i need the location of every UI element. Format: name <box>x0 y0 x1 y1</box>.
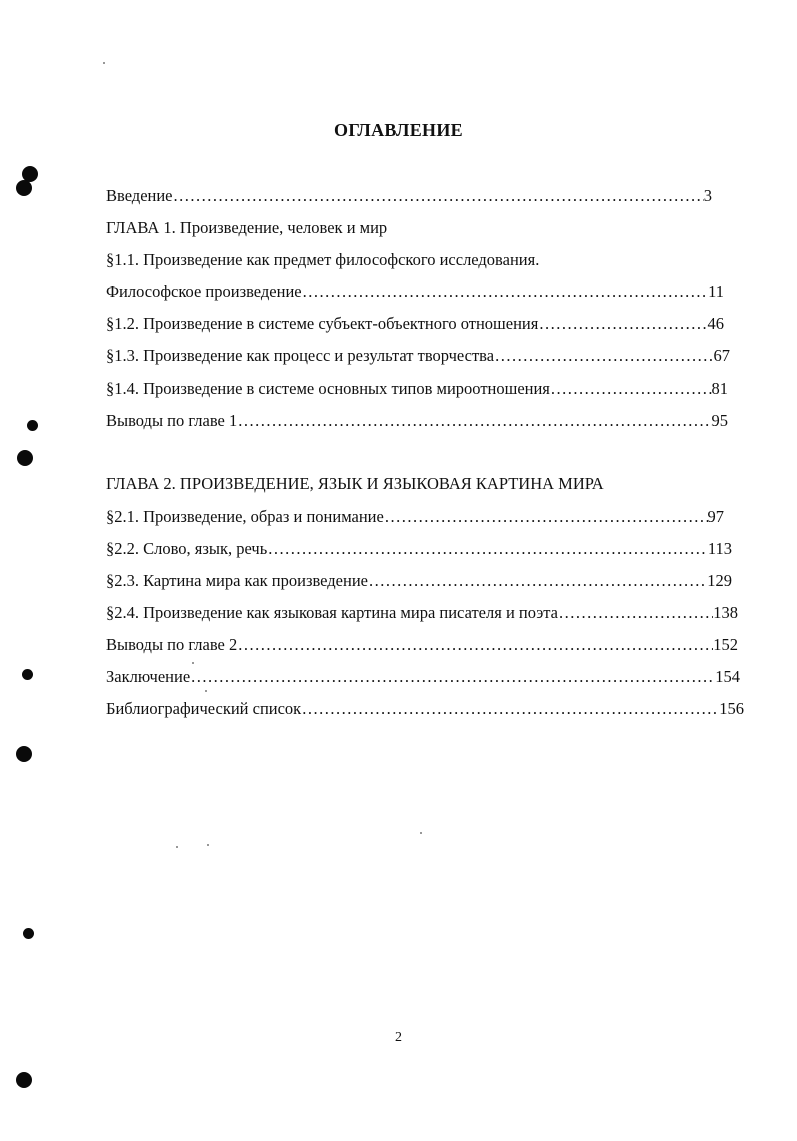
dot-leader <box>302 280 709 304</box>
toc-entry-label: §2.4. Произведение как языковая картина мира писателя и поэта <box>106 603 559 622</box>
dot-leader <box>190 665 715 689</box>
toc-entry-page: 67 <box>713 346 730 365</box>
toc-entry-label: §2.2. Слово, язык, речь <box>106 539 268 558</box>
toc-entry-label: §1.2. Произведение в системе субъект-объектного отношения <box>106 314 539 333</box>
toc-entry-page: 46 <box>707 314 724 333</box>
binder-hole <box>27 420 38 431</box>
toc-entry-page: 156 <box>719 699 744 718</box>
toc-section-2-3 <box>106 569 732 593</box>
toc-entry-label: Выводы по главе 1 <box>106 411 238 430</box>
dot-leader <box>558 601 713 625</box>
toc-section-1-1-line1: §1.1. Произведение как предмет философского исследования. <box>106 250 540 269</box>
toc-entry-label: Библиографический список <box>106 699 302 718</box>
toc-entry-page: 152 <box>713 635 738 654</box>
toc-conclusions-chapter-2 <box>106 633 738 657</box>
scan-speck <box>205 690 207 692</box>
dot-leader <box>368 569 707 593</box>
toc-entry-page: 95 <box>711 411 728 430</box>
dot-leader <box>494 344 713 368</box>
toc-bibliography <box>106 697 744 721</box>
toc-chapter-2-heading: ГЛАВА 2. ПРОИЗВЕДЕНИЕ, ЯЗЫК И ЯЗЫКОВАЯ КАРТИНА МИРА <box>106 474 604 493</box>
dot-leader <box>237 633 713 657</box>
toc-entry-label: §2.3. Картина мира как произведение <box>106 571 368 590</box>
toc-section-2-2 <box>106 537 732 561</box>
binder-hole <box>17 450 33 466</box>
toc-entry-label: §1.4. Произведение в системе основных типов мироотношения <box>106 379 550 398</box>
scan-speck <box>176 846 178 848</box>
toc-section-2-4 <box>106 601 738 625</box>
scan-speck <box>103 62 105 64</box>
toc-section-2-1 <box>106 505 724 529</box>
scan-speck <box>207 844 209 846</box>
toc-section-1-1-line2 <box>106 280 724 304</box>
dot-leader <box>173 184 704 208</box>
binder-hole <box>16 1072 32 1088</box>
page-title: ОГЛАВЛЕНИЕ <box>334 120 463 140</box>
binder-hole <box>22 669 33 680</box>
toc-entry-page: 113 <box>707 539 732 558</box>
toc-section-1-4 <box>106 377 728 401</box>
toc-entry-label: Выводы по главе 2 <box>106 635 238 654</box>
toc-entry-label: Введение <box>106 186 173 205</box>
toc-entry-page: 11 <box>708 282 724 301</box>
toc-chapter-1-heading: ГЛАВА 1. Произведение, человек и мир <box>106 218 388 237</box>
toc-conclusions-chapter-1 <box>106 409 728 433</box>
dot-leader <box>538 312 707 336</box>
scan-speck <box>192 662 194 664</box>
toc-entry-page: 81 <box>711 379 728 398</box>
dot-leader <box>267 537 708 561</box>
scan-speck <box>420 832 422 834</box>
binder-hole <box>16 746 32 762</box>
toc-section-1-2 <box>106 312 724 336</box>
toc-entry-page: 129 <box>707 571 732 590</box>
binder-hole <box>23 928 34 939</box>
dot-leader <box>301 697 719 721</box>
dot-leader <box>550 377 712 401</box>
toc-section-1-3 <box>106 344 730 368</box>
toc-entry-page: 138 <box>713 603 738 622</box>
dot-leader <box>384 505 708 529</box>
toc-entry-page: 154 <box>715 667 740 686</box>
dot-leader <box>237 409 711 433</box>
binder-hole <box>16 180 32 196</box>
toc-entry-label: Заключение <box>106 667 191 686</box>
toc-entry-page: 97 <box>707 507 724 526</box>
toc-entry-intro <box>106 184 712 208</box>
toc-entry-label: Философское произведение <box>106 282 302 301</box>
toc-conclusion <box>106 665 740 689</box>
toc-entry-page: 3 <box>703 186 712 205</box>
toc-entry-label: §1.3. Произведение как процесс и результат творчества <box>106 346 495 365</box>
toc-entry-label: §2.1. Произведение, образ и понимание <box>106 507 384 526</box>
page-number: 2 <box>395 1030 402 1045</box>
